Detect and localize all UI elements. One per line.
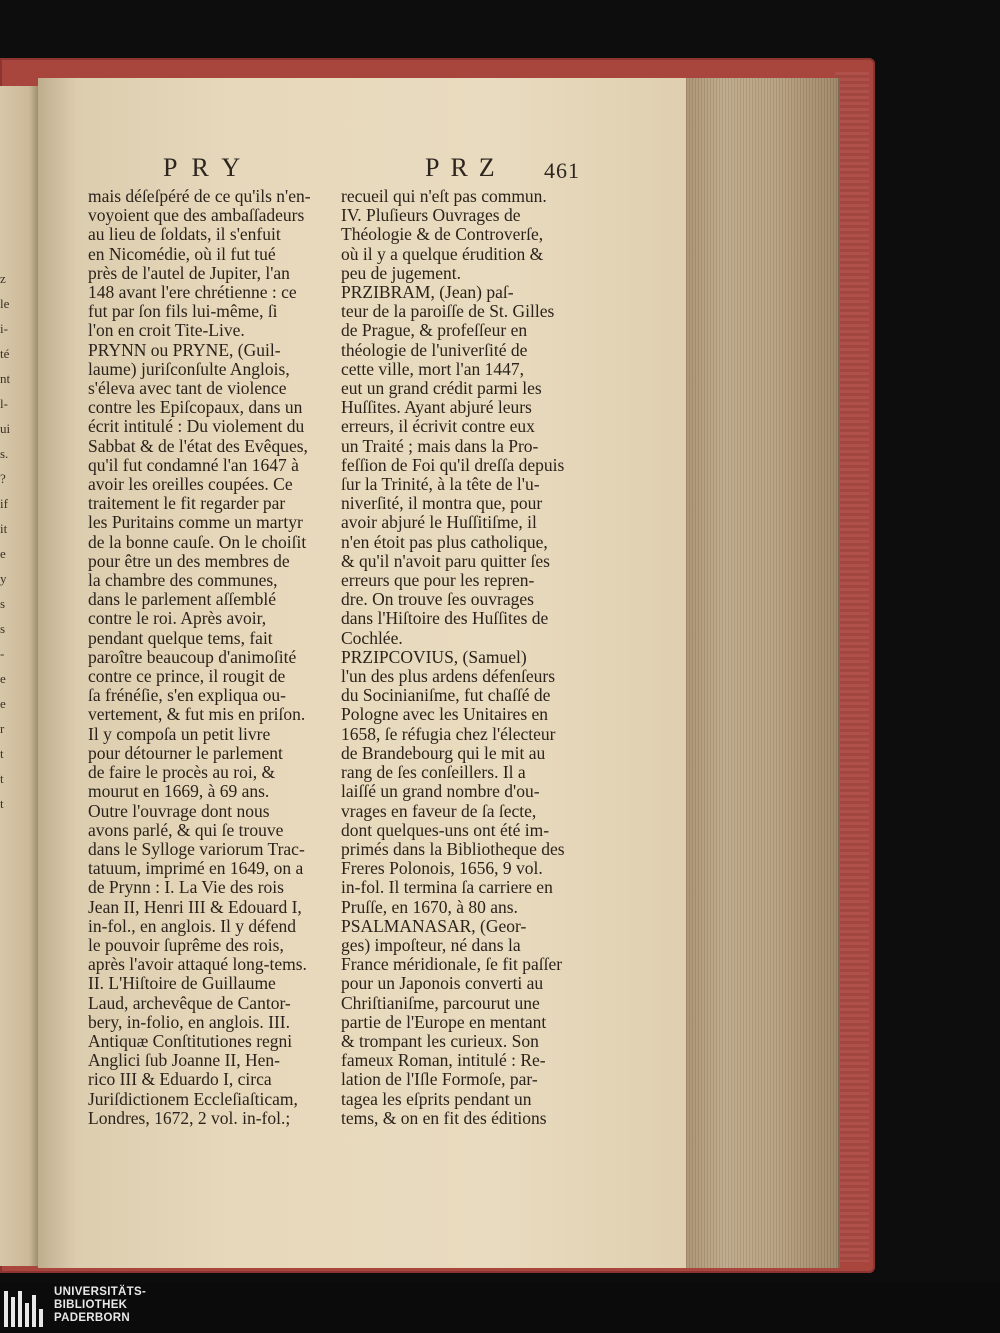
text-line: & trompant les curieux. Son [341, 1030, 539, 1051]
library-line-3: PADERBORN [54, 1312, 130, 1324]
text-line: tems, & on en fit des éditions [341, 1107, 547, 1128]
text-line: l'on en croit Tite-Live. [88, 320, 245, 341]
left-page-edge [0, 86, 42, 1266]
text-line: Antiquæ Conſtitutiones regni [88, 1030, 293, 1051]
text-line: Pruſſe, en 1670, à 80 ans. [341, 896, 518, 917]
margin-fragment: e [0, 671, 6, 686]
margin-fragment: e [0, 696, 6, 711]
text-line: en Nicomédie, où il fut tué [88, 243, 276, 264]
text-line: après l'avoir attaqué long-tems. [88, 954, 307, 975]
text-line: s'éleva avec tant de violence [88, 378, 287, 399]
margin-fragment: if [0, 496, 8, 511]
text-line: rang de ſes conſeillers. Il a [341, 762, 526, 783]
text-column-left [88, 187, 335, 1128]
text-line: un Traité ; mais dans la Pro- [341, 435, 539, 456]
library-name [54, 1286, 146, 1325]
text-line: de Prague, & profeſſeur en [341, 320, 528, 341]
text-line: Jean II, Henri III & Edouard I, [88, 896, 302, 917]
text-line: teur de la paroiſſe de St. Gilles [341, 301, 555, 322]
text-line: fut par ſon fils lui-même, ſi [88, 301, 278, 322]
text-line: laiſſé un grand nombre d'ou- [341, 781, 540, 802]
text-line: lation de l'Iſle Formoſe, par- [341, 1069, 538, 1090]
text-line: Londres, 1672, 2 vol. in-fol.; [88, 1107, 291, 1128]
text-line: dans le Sylloge variorum Trac- [88, 838, 305, 859]
text-line: PSALMANASAR, (Geor- [341, 915, 527, 936]
margin-fragment: ? [0, 471, 6, 486]
text-line: & qu'il n'avoit paru quitter ſes [341, 550, 550, 571]
text-line: Pologne avec les Unitaires en [341, 704, 549, 725]
text-line: l'un des plus ardens défenſeurs [341, 666, 556, 687]
page-fore-edge [686, 78, 840, 1268]
text-line: pour être un des membres de [88, 550, 290, 571]
margin-fragment: t [0, 746, 4, 761]
text-line: Anglici ſub Joanne II, Hen- [88, 1050, 280, 1071]
text-line: Théologie & de Controverſe, [341, 224, 544, 245]
text-line: Freres Polonois, 1656, 9 vol. [341, 858, 543, 879]
text-line: pour un Japonois converti au [341, 973, 544, 994]
margin-fragment: y [0, 571, 7, 586]
footer-bar [0, 1283, 1000, 1333]
library-logo-icon [2, 1287, 50, 1331]
text-line: Juriſdictionem Eccleſiaſticam, [88, 1088, 298, 1109]
text-line: du Socinianiſme, fut chaſſé de [341, 685, 551, 706]
margin-fragment: nt [0, 371, 11, 386]
running-header-left: PRY [163, 153, 255, 182]
text-line: qu'il fut condamné l'an 1647 à [88, 454, 299, 475]
text-line: n'en étoit pas plus catholique, [341, 531, 548, 552]
text-line: partie de l'Europe en mentant [341, 1011, 547, 1032]
text-line: près de l'autel de Jupiter, l'an [88, 262, 290, 283]
text-line: bery, in-folio, en anglois. III. [88, 1011, 291, 1032]
margin-fragment: le [0, 296, 10, 311]
library-line-1: UNIVERSITÄTS- [54, 1286, 147, 1298]
text-line: in-fol., en anglois. Il y défend [88, 915, 297, 936]
margin-fragment: t [0, 796, 4, 811]
margin-fragment: l- [0, 396, 8, 411]
text-line: pour détourner le parlement [88, 742, 283, 763]
text-line: la chambre des communes, [88, 570, 278, 591]
text-line: erreurs que pour les repren- [341, 570, 535, 591]
text-line: contre les Epiſcopaux, dans un [88, 397, 303, 418]
margin-fragment: i- [0, 321, 8, 336]
cover-edge [835, 72, 869, 1262]
text-line: le pouvoir ſuprême des rois, [88, 934, 284, 955]
margin-fragment: ui [0, 421, 11, 436]
text-line: ſur la Trinité, à la tête de l'u- [341, 474, 540, 495]
text-line: recueil qui n'eſt pas commun. [341, 186, 547, 206]
left-page-fragments [0, 266, 16, 816]
text-line: les Puritains comme un martyr [88, 512, 303, 533]
text-line: de la bonne cauſe. On le choiſit [88, 531, 307, 552]
running-header-right: PRZ [425, 153, 506, 182]
text-line: ſa frénéſie, s'en expliqua ou- [88, 685, 287, 706]
text-line: mourut en 1669, à 69 ans. [88, 781, 270, 802]
text-line: Sabbat & de l'état des Evêques, [88, 435, 308, 456]
text-line: pendant quelque tems, fait [88, 627, 273, 648]
text-line: au lieu de ſoldats, il s'enfuit [88, 224, 281, 245]
margin-fragment: s [0, 621, 6, 636]
text-line: ges) impoſteur, né dans la [341, 934, 521, 955]
text-line: in-fol. Il termina ſa carriere en [341, 877, 553, 898]
text-line: feſſion de Foi qu'il dreſſa depuis [341, 454, 565, 475]
text-line: fameux Roman, intitulé : Re- [341, 1050, 546, 1071]
margin-fragment: e [0, 546, 6, 561]
text-line: contre le roi. Après avoir, [88, 608, 267, 629]
text-line: dre. On trouve ſes ouvrages [341, 589, 534, 610]
margin-fragment: t [0, 771, 4, 786]
text-line: tagea les eſprits pendant un [341, 1088, 532, 1109]
text-line: de Brandebourg qui le mit au [341, 742, 546, 763]
text-line: Chriſtianiſme, parcourut une [341, 992, 540, 1013]
page-number: 461 [544, 158, 580, 183]
text-line: vertement, & fut mis en priſon. [88, 704, 306, 725]
text-line: PRZIPCOVIUS, (Samuel) [341, 646, 527, 667]
text-line: laume) juriſconſulte Anglois, [88, 358, 290, 379]
text-line: cette ville, mort l'an 1447, [341, 358, 524, 379]
text-line: rico III & Eduardo I, circa [88, 1069, 272, 1090]
text-line: peu de jugement. [341, 262, 462, 283]
text-line: écrit intitulé : Du violement du [88, 416, 305, 437]
text-line: de Prynn : I. La Vie des rois [88, 877, 284, 898]
text-line: dans le parlement aſſemblé [88, 589, 277, 610]
text-column-right [341, 187, 591, 1128]
margin-fragment: s [0, 596, 6, 611]
margin-fragment: s. [0, 446, 9, 461]
text-line: dans l'Hiſtoire des Huſſites de [341, 608, 549, 629]
text-line: Cochlée. [341, 627, 403, 648]
text-line: où il y a quelque érudition & [341, 243, 544, 264]
text-line: vrages en faveur de ſa ſecte, [341, 800, 537, 821]
text-line: contre ce prince, il rougit de [88, 666, 286, 687]
text-line: dont quelques-uns ont été im- [341, 819, 550, 840]
library-line-2: BIBLIOTHEK [54, 1299, 128, 1311]
text-line: II. L'Hiſtoire de Guillaume [88, 973, 276, 994]
text-line: de faire le procès au roi, & [88, 762, 276, 783]
text-line: Laud, archevêque de Cantor- [88, 992, 291, 1013]
text-line: théologie de l'univerſité de [341, 339, 528, 360]
margin-fragment: té [0, 346, 10, 361]
text-line: 1658, ſe réfugia chez l'électeur [341, 723, 556, 744]
text-line: avoir abjuré le Huſſitiſme, il [341, 512, 537, 533]
text-line: Huſſites. Ayant abjuré leurs [341, 397, 532, 418]
margin-fragment: it [0, 521, 8, 536]
margin-fragment: - [0, 646, 5, 661]
text-line: 148 avant l'ere chrétienne : ce [88, 282, 297, 303]
text-line: primés dans la Bibliotheque des [341, 838, 565, 859]
text-line: voyoient que des ambaſſadeurs [88, 205, 305, 226]
text-line: traitement le fit regarder par [88, 493, 286, 514]
text-line: avons parlé, & qui ſe trouve [88, 819, 284, 840]
text-line: paroître beaucoup d'animoſité [88, 646, 297, 667]
text-line: Il y compoſa un petit livre [88, 723, 271, 744]
margin-fragment: z [0, 271, 6, 286]
text-line: tatuum, imprimé en 1649, on a [88, 858, 304, 879]
text-line: Outre l'ouvrage dont nous [88, 800, 270, 821]
text-line: erreurs, il écrivit contre eux [341, 416, 535, 437]
text-line: eut un grand crédit parmi les [341, 378, 542, 399]
text-line: mais déſeſpéré de ce qu'ils n'en- [88, 186, 311, 206]
text-line: France méridionale, ſe fit paſſer [341, 954, 563, 975]
text-line: PRZIBRAM, (Jean) paſ- [341, 282, 514, 303]
text-line: niverſité, il montra que, pour [341, 493, 543, 514]
text-line: IV. Pluſieurs Ouvrages de [341, 205, 521, 226]
text-line: avoir les oreilles coupées. Ce [88, 474, 293, 495]
margin-fragment: r [0, 721, 5, 736]
text-line: PRYNN ou PRYNE, (Guil- [88, 339, 281, 360]
